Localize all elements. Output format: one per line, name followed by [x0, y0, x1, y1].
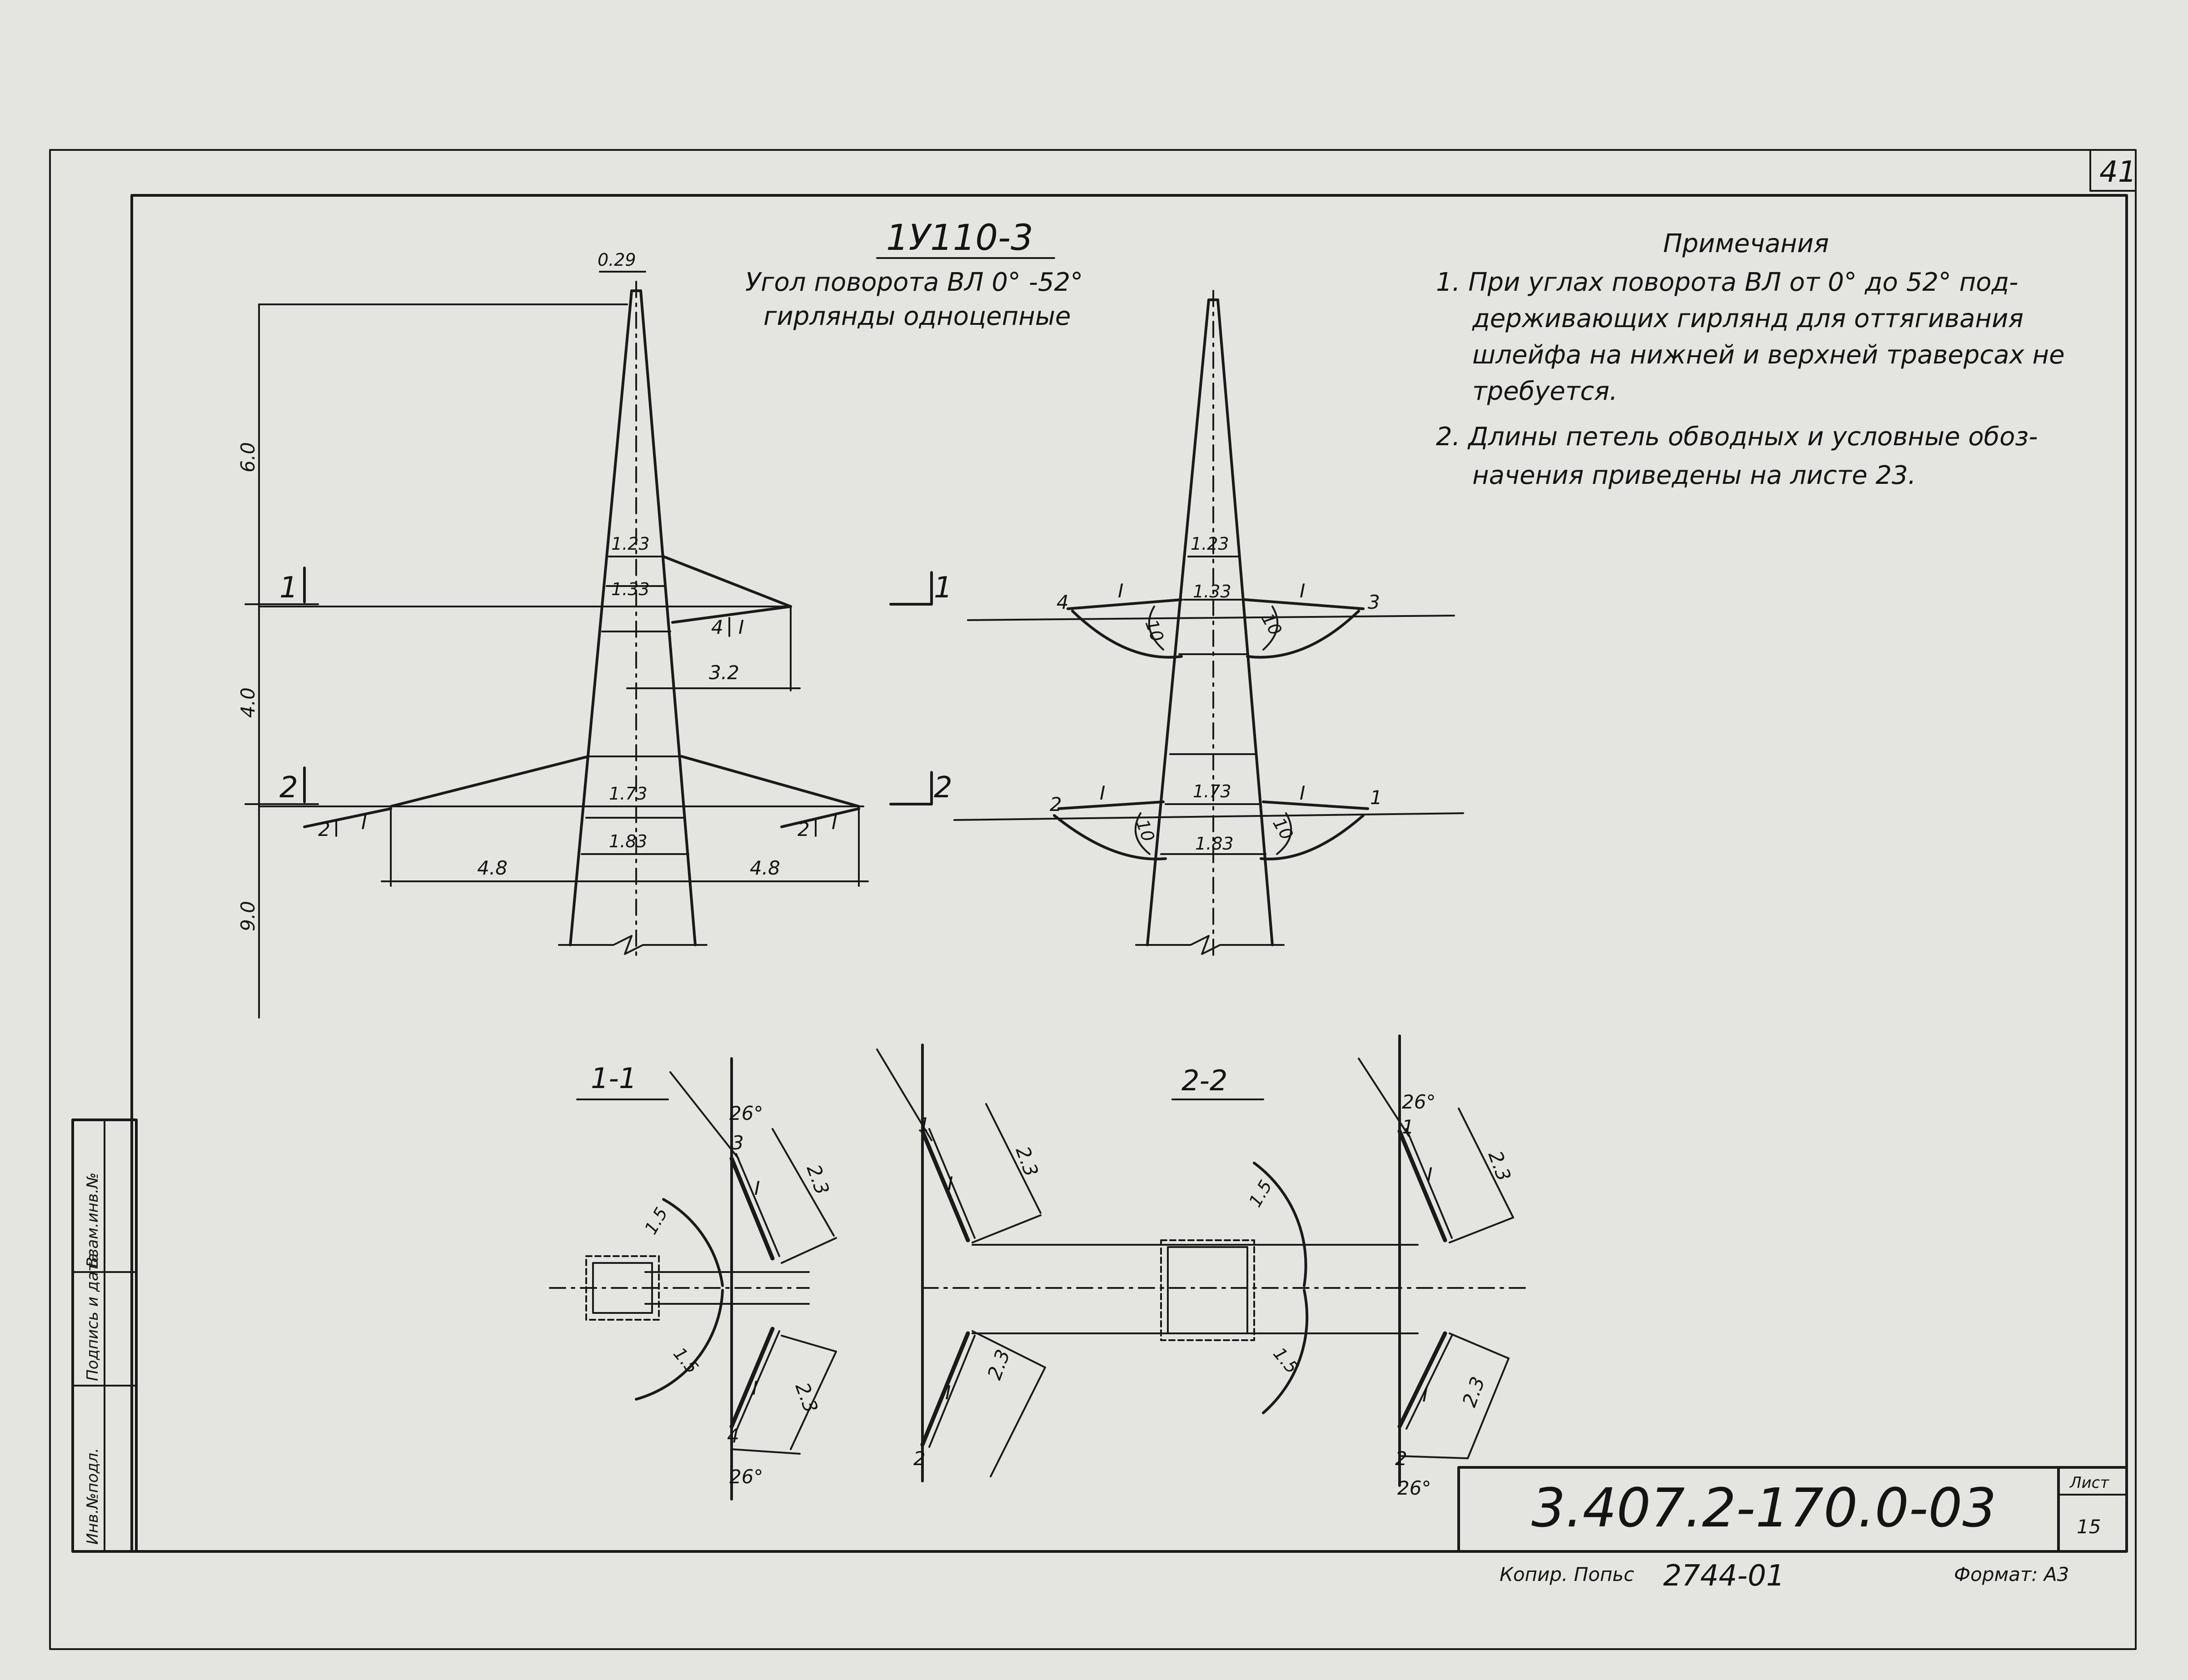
copied-by: Копир. Попьс: [1500, 1563, 1635, 1586]
phase-number-4: 4: [1057, 591, 1069, 613]
inventory-number: 2744-01: [1663, 1559, 1785, 1593]
section-1-1-angle: 26°: [729, 1102, 763, 1124]
phase-label-4: 4: [711, 616, 723, 638]
section-2-2-number-1-right: 1: [1402, 1116, 1414, 1138]
phase-number-2: 2: [1050, 793, 1062, 815]
loop-10-lower-right: 10: [1269, 814, 1297, 844]
section-1-1-angle-bottom: 26°: [729, 1466, 763, 1488]
right-width-1-83: 1.83: [1195, 834, 1234, 854]
right-width-1-23: 1.23: [1191, 534, 1229, 554]
section-2-2-title: 2-2: [1181, 1064, 1228, 1097]
notes-heading: Примечания: [1663, 229, 1829, 258]
side-stamp-replacement: Взам.инв.№: [84, 1172, 102, 1267]
section-1-1-dim-top: 2.3: [802, 1161, 834, 1198]
section-2-2-string-left-top: I: [947, 1173, 953, 1195]
section-1-1-string-bottom: I: [752, 1377, 758, 1399]
string-label-upper-right: I: [1300, 580, 1306, 602]
phase-label-2-left: 2: [318, 818, 330, 840]
section-1-1-string-top: I: [754, 1177, 760, 1199]
phase-number-3: 3: [1368, 591, 1380, 613]
sheet-format: Формат: А3: [1954, 1563, 2069, 1586]
phase-label-i-upper: I: [738, 616, 744, 638]
section-2-2-string-right-bottom: I: [1422, 1384, 1428, 1406]
section-2-2-dim-right-bottom: 2.3: [1458, 1373, 1490, 1410]
phase-number-1: 1: [1370, 786, 1382, 809]
string-label-lower-left: I: [1100, 782, 1106, 804]
note-line-2: держивающих гирлянд для оттягивания: [1472, 304, 2024, 333]
section-2-2-string-left-bottom: I: [945, 1382, 951, 1404]
side-stamp-inventory: Инв.№подл.: [84, 1448, 102, 1545]
phase-label-i-left: I: [361, 811, 367, 834]
section-mark-1: 1: [279, 571, 298, 605]
right-width-1-33: 1.33: [1193, 582, 1231, 601]
section-2-2-radius-top: 1.5: [1245, 1177, 1276, 1211]
section-2-2-number-1-left: 1: [918, 1113, 930, 1136]
section-1-1-number-4: 4: [727, 1425, 739, 1447]
document-code: 3.407.2-170.0-03: [1531, 1476, 1997, 1539]
section-1-1-dim-bottom: 2.3: [791, 1379, 822, 1416]
side-stamp-signature: Подпись и дата: [84, 1253, 102, 1381]
right-section-mark-1: 1: [934, 571, 952, 605]
arm-3-2: 3.2: [709, 661, 739, 684]
section-1-1-radius-top: 1.5: [640, 1204, 672, 1238]
sheet-number: 15: [2077, 1516, 2101, 1538]
width-1-73: 1.73: [609, 784, 648, 804]
height-9-0: 9.0: [237, 901, 259, 931]
title-line2: гирлянды одноцепные: [763, 302, 1071, 331]
section-2-2-angle-bottom: 26°: [1397, 1477, 1431, 1499]
section-1-1-title: 1-1: [591, 1062, 637, 1095]
height-6-0: 6.0: [237, 442, 259, 472]
section-2-2-number-2-right: 2: [1395, 1447, 1407, 1470]
arm-4-8-right: 4.8: [750, 857, 780, 879]
notes-block: [1436, 229, 2065, 490]
title-line1: Угол поворота ВЛ 0° -52°: [745, 268, 1083, 297]
width-1-83: 1.83: [609, 831, 648, 851]
section-1-1-radius-bottom: 1.5: [669, 1343, 703, 1378]
section-2-2-dim-left-top: 2.3: [1011, 1143, 1043, 1180]
string-label-lower-right: I: [1300, 782, 1306, 804]
phase-label-2-right: 2: [797, 818, 810, 840]
width-1-33: 1.33: [611, 579, 650, 599]
section-mark-2: 2: [279, 771, 298, 805]
sheet-label: Лист: [2070, 1474, 2109, 1492]
height-4-0: 4.0: [237, 687, 259, 718]
note-line-5: 2. Длины петель обводных и условные обоз-: [1436, 422, 2038, 452]
loop-10-upper-right: 10: [1257, 610, 1286, 639]
loop-10-upper-left: 10: [1141, 617, 1168, 645]
loop-10-lower-left: 10: [1132, 817, 1159, 845]
section-2-2-string-right-top: I: [1427, 1163, 1433, 1186]
section-1-1-number-3: 3: [732, 1132, 744, 1154]
phase-label-i-right: I: [832, 811, 837, 834]
section-2-2-dim-right-top: 2.3: [1484, 1148, 1515, 1184]
right-width-1-73: 1.73: [1193, 781, 1231, 801]
section-2-2-radius-bottom: 1.5: [1269, 1343, 1302, 1378]
note-line-1: 1. При углах поворота ВЛ от 0° до 52° под-: [1436, 268, 2019, 297]
top-width-label: 0.29: [598, 250, 636, 270]
note-line-6: начения приведены на листе 23.: [1472, 461, 1916, 490]
note-line-4: требуется.: [1472, 377, 1618, 406]
section-2-2-number-2-left: 2: [913, 1447, 926, 1470]
arm-4-8-left: 4.8: [477, 857, 508, 879]
section-2-2-angle: 26°: [1402, 1091, 1436, 1113]
right-section-mark-2: 2: [934, 771, 952, 805]
section-2-2-dim-left-bottom: 2.3: [983, 1346, 1015, 1383]
width-1-23: 1.23: [611, 534, 650, 554]
title-code: 1У110-3: [886, 218, 1033, 258]
sheet-corner-number: 41: [2099, 155, 2137, 189]
string-label-upper-left: I: [1118, 580, 1124, 602]
note-line-3: шлейфа на нижней и верхней траверсах не: [1472, 340, 2065, 370]
